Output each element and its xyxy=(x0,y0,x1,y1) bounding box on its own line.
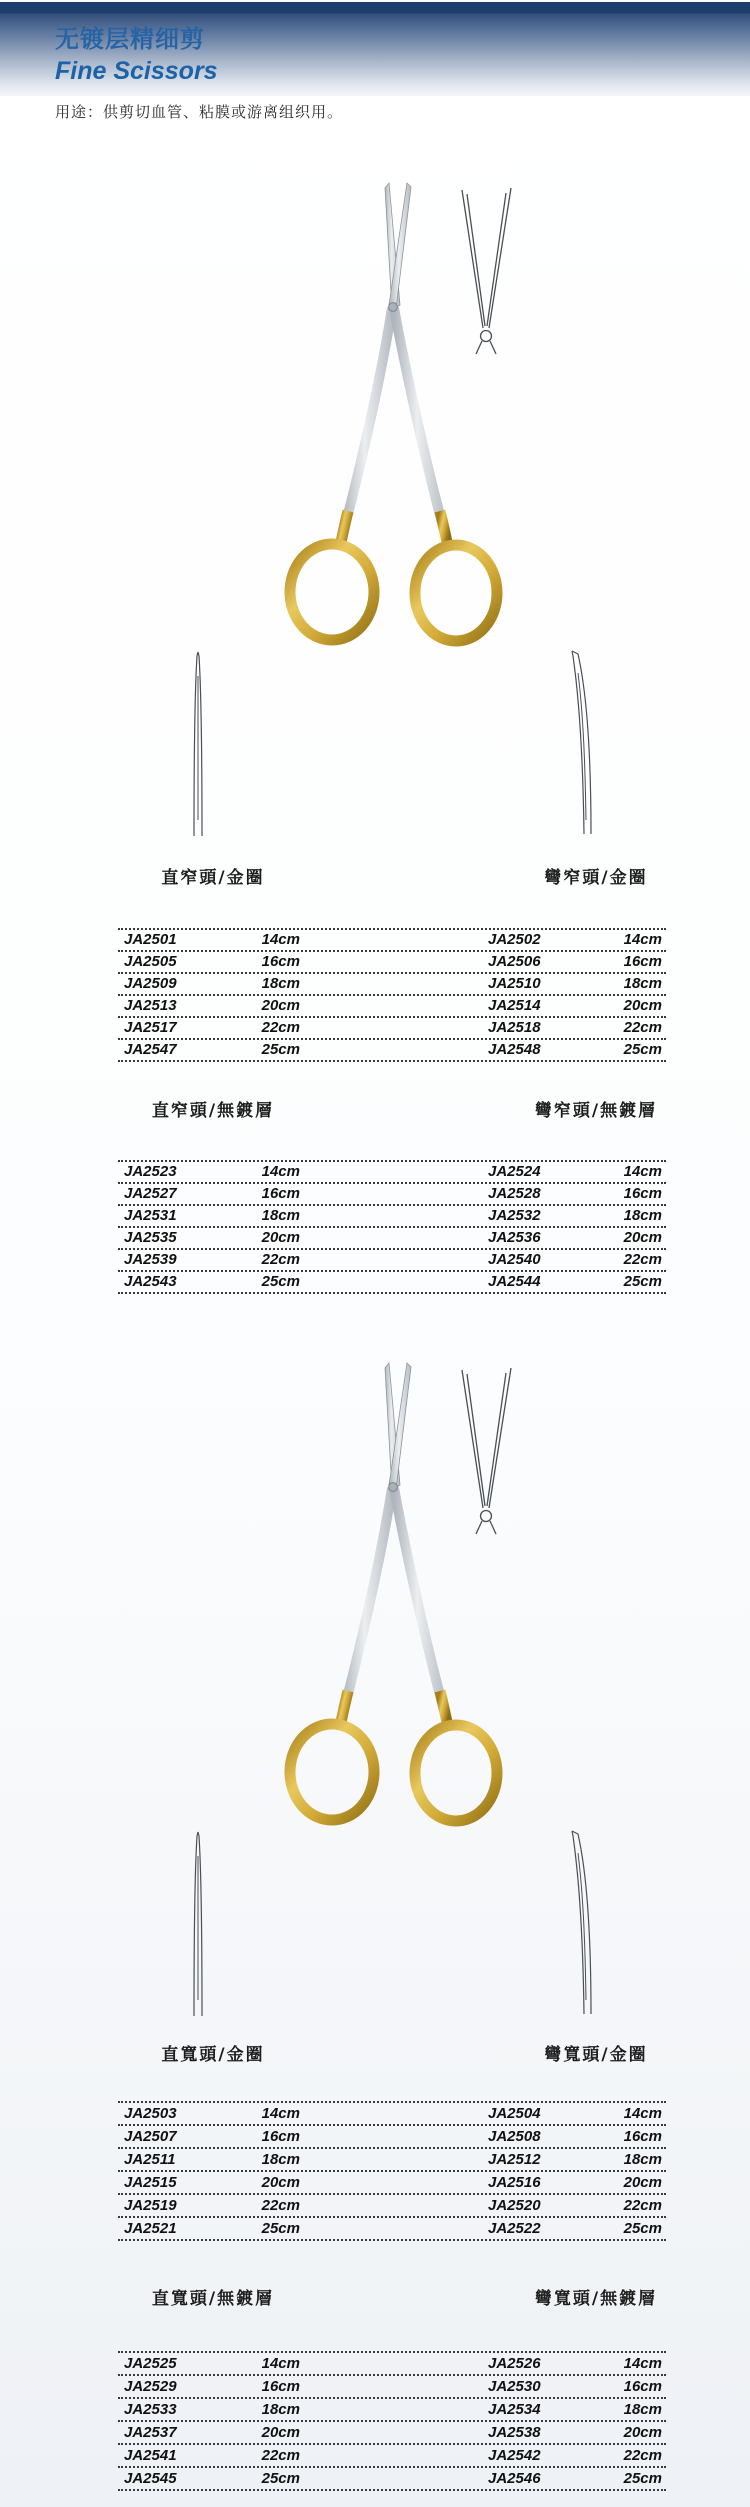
product-size: 14cm xyxy=(261,931,300,948)
product-code: JA2524 xyxy=(488,1163,541,1180)
product-size: 16cm xyxy=(261,2377,300,2395)
table-row xyxy=(118,928,666,950)
table-title-straight-narrow-plain: 直窄頭/無鍍層 xyxy=(151,1101,275,1121)
product-size: 22cm xyxy=(623,1019,662,1036)
product-size: 16cm xyxy=(623,2377,662,2395)
table-title-straight-wide-gold: 直寬頭/金圈 xyxy=(161,2045,265,2065)
product-code: JA2509 xyxy=(124,975,177,992)
table-row xyxy=(118,2170,666,2193)
table-row xyxy=(118,2351,666,2374)
product-code: JA2525 xyxy=(124,2354,177,2372)
product-code: JA2526 xyxy=(488,2354,541,2372)
table-row xyxy=(118,2420,666,2443)
product-code: JA2544 xyxy=(488,1273,541,1290)
product-code: JA2512 xyxy=(488,2150,541,2168)
product-size: 16cm xyxy=(623,953,662,970)
product-size: 14cm xyxy=(261,2354,300,2372)
product-size: 18cm xyxy=(623,2400,662,2418)
scissors-body xyxy=(290,183,497,641)
table-title-curved-wide-plain: 彎寬頭/無鍍層 xyxy=(534,2289,658,2309)
product-code: JA2521 xyxy=(124,2219,177,2237)
product-code: JA2543 xyxy=(124,1273,177,1290)
product-size: 18cm xyxy=(623,975,662,992)
product-code: JA2548 xyxy=(488,1041,541,1058)
product-size: 22cm xyxy=(623,1251,662,1268)
product-size: 25cm xyxy=(261,2469,300,2487)
product-size: 25cm xyxy=(623,1041,662,1058)
product-size: 22cm xyxy=(623,2446,662,2464)
table-row xyxy=(118,2193,666,2216)
product-size: 22cm xyxy=(261,2196,300,2214)
table-row xyxy=(118,1204,666,1226)
product-size: 14cm xyxy=(261,1163,300,1180)
table-row xyxy=(118,2466,666,2491)
product-table-2 xyxy=(118,1160,666,1294)
product-size: 20cm xyxy=(623,997,662,1014)
product-size: 25cm xyxy=(261,2219,300,2237)
product-code: JA2530 xyxy=(488,2377,541,2395)
product-code: JA2529 xyxy=(124,2377,177,2395)
product-size: 20cm xyxy=(261,1229,300,1246)
product-code: JA2505 xyxy=(124,953,177,970)
product-size: 20cm xyxy=(623,2173,662,2191)
product-size: 20cm xyxy=(261,2423,300,2441)
product-size: 25cm xyxy=(623,2469,662,2487)
product-code: JA2546 xyxy=(488,2469,541,2487)
product-code: JA2539 xyxy=(124,1251,177,1268)
product-size: 22cm xyxy=(261,2446,300,2464)
table-row xyxy=(118,1038,666,1062)
product-code: JA2514 xyxy=(488,997,541,1014)
table-row xyxy=(118,2443,666,2466)
product-code: JA2533 xyxy=(124,2400,177,2418)
product-size: 14cm xyxy=(623,931,662,948)
product-code: JA2531 xyxy=(124,1207,177,1224)
product-code: JA2513 xyxy=(124,997,177,1014)
product-code: JA2501 xyxy=(124,931,177,948)
scissors-photo-1 xyxy=(55,178,695,848)
usage-note: 用途：供剪切血管、粘膜或游离组织用。 xyxy=(55,104,344,121)
table-title-straight-narrow-gold: 直窄頭/金圈 xyxy=(161,868,265,888)
product-code: JA2528 xyxy=(488,1185,541,1202)
product-size: 16cm xyxy=(623,1185,662,1202)
product-code: JA2547 xyxy=(124,1041,177,1058)
product-table-1 xyxy=(118,928,666,1062)
product-code: JA2517 xyxy=(124,1019,177,1036)
product-size: 18cm xyxy=(623,1207,662,1224)
product-code: JA2537 xyxy=(124,2423,177,2441)
product-code: JA2506 xyxy=(488,953,541,970)
product-size: 18cm xyxy=(261,2400,300,2418)
table-row xyxy=(118,1160,666,1182)
table-row xyxy=(118,1226,666,1248)
product-code: JA2541 xyxy=(124,2446,177,2464)
product-code: JA2542 xyxy=(488,2446,541,2464)
product-size: 16cm xyxy=(261,1185,300,1202)
product-size: 20cm xyxy=(261,2173,300,2191)
product-size: 25cm xyxy=(261,1041,300,1058)
page-title-en: Fine Scissors xyxy=(55,57,218,85)
product-size: 25cm xyxy=(261,1273,300,1290)
product-size: 16cm xyxy=(623,2127,662,2145)
table-row xyxy=(118,2216,666,2241)
table-row xyxy=(118,1270,666,1294)
product-code: JA2535 xyxy=(124,1229,177,1246)
product-code: JA2502 xyxy=(488,931,541,948)
table-row xyxy=(118,1016,666,1038)
product-size: 18cm xyxy=(261,975,300,992)
product-code: JA2527 xyxy=(124,1185,177,1202)
product-size: 25cm xyxy=(623,2219,662,2237)
table-title-curved-narrow-plain: 彎窄頭/無鍍層 xyxy=(534,1101,658,1121)
product-size: 20cm xyxy=(623,1229,662,1246)
table-row xyxy=(118,2374,666,2397)
product-code: JA2520 xyxy=(488,2196,541,2214)
product-code: JA2532 xyxy=(488,1207,541,1224)
product-code: JA2523 xyxy=(124,1163,177,1180)
table-title-curved-narrow-gold: 彎窄頭/金圈 xyxy=(544,868,648,888)
product-code: JA2518 xyxy=(488,1019,541,1036)
product-size: 22cm xyxy=(261,1251,300,1268)
product-size: 25cm xyxy=(623,1273,662,1290)
product-code: JA2503 xyxy=(124,2104,177,2122)
product-size: 14cm xyxy=(623,2354,662,2372)
product-code: JA2516 xyxy=(488,2173,541,2191)
product-size: 20cm xyxy=(623,2423,662,2441)
scissors-photo-2 xyxy=(55,1358,695,2028)
product-code: JA2507 xyxy=(124,2127,177,2145)
table-row xyxy=(118,1248,666,1270)
product-size: 22cm xyxy=(623,2196,662,2214)
product-size: 18cm xyxy=(623,2150,662,2168)
product-code: JA2540 xyxy=(488,1251,541,1268)
table-title-straight-wide-plain: 直寬頭/無鍍層 xyxy=(151,2289,275,2309)
table-title-curved-wide-gold: 彎寬頭/金圈 xyxy=(544,2045,648,2065)
product-size: 16cm xyxy=(261,953,300,970)
product-table-3 xyxy=(118,2101,666,2241)
product-code: JA2511 xyxy=(124,2150,176,2168)
product-table-4 xyxy=(118,2351,666,2491)
product-size: 14cm xyxy=(623,1163,662,1180)
table-row xyxy=(118,2397,666,2420)
product-size: 20cm xyxy=(261,997,300,1014)
product-size: 22cm xyxy=(261,1019,300,1036)
table-row xyxy=(118,972,666,994)
table-row xyxy=(118,2147,666,2170)
straight-tip-icon xyxy=(194,652,202,836)
product-size: 14cm xyxy=(623,2104,662,2122)
product-size: 18cm xyxy=(261,2150,300,2168)
table-row xyxy=(118,2124,666,2147)
product-size: 18cm xyxy=(261,1207,300,1224)
product-code: JA2536 xyxy=(488,1229,541,1246)
product-size: 14cm xyxy=(261,2104,300,2122)
product-code: JA2515 xyxy=(124,2173,177,2191)
table-row xyxy=(118,1182,666,1204)
page-title-cn: 无镀层精细剪 xyxy=(55,26,205,53)
table-row xyxy=(118,950,666,972)
product-code: JA2519 xyxy=(124,2196,177,2214)
product-code: JA2534 xyxy=(488,2400,541,2418)
product-size: 16cm xyxy=(261,2127,300,2145)
open-blade-tips-icon xyxy=(462,188,511,354)
curved-tip-icon xyxy=(572,651,591,834)
product-code: JA2545 xyxy=(124,2469,177,2487)
table-row xyxy=(118,2101,666,2124)
product-code: JA2504 xyxy=(488,2104,541,2122)
product-code: JA2522 xyxy=(488,2219,541,2237)
product-code: JA2538 xyxy=(488,2423,541,2441)
table-row xyxy=(118,994,666,1016)
product-code: JA2508 xyxy=(488,2127,541,2145)
product-code: JA2510 xyxy=(488,975,541,992)
